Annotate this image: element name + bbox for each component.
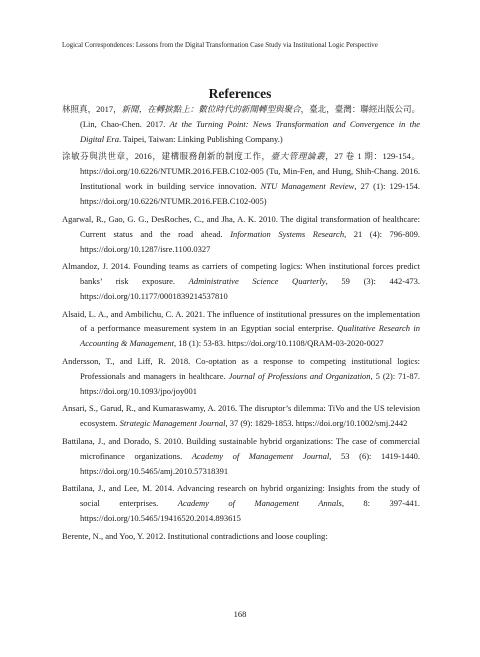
reference-item: Agarwal, R., Gao, G. G., DesRoches, C., and Jha, A. K. 2010. The digital transformation of healthcare: Current status and the road ahead. Information Systems Research, 21 (4): 796-809. https://doi.org/10.1287/isre.1100.0327 bbox=[62, 213, 421, 254]
reference-item: 涂敏芬與洪世章，2016，建構服務創新的制度工作，臺大管理論叢，27 卷 1 期：129-154。https://doi.org/10.6226/NTUMR.2016.FEB.C102-005 (Tu, Min-Fen, and Hung, Shih-Chang. 2016. Institutional work in building service innovation. NTU Management Review, 27 (1): 129-154. https://doi.org/10.6226/NTUMR.2016.FEB.C102-005) bbox=[62, 151, 421, 207]
reference-item: Alsaid, L. A., and Ambilichu, C. A. 2021. The influence of institutional pressures on the implementation of a performance measurement system in an Egyptian social enterprise. Qualitative Research in Accounting & Management, 18 (1): 53-83. https://doi.org/10.1108/QRAM-03-2020-0027 bbox=[62, 308, 420, 349]
reference-item: Battilana, J., and Dorado, S. 2010. Building sustainable hybrid organizations: The case of commercial microfinance organizations. Academy of Management Journal, 53 (6): 1419-1440. https://doi.org/10.5465/amj.2010.57318391 bbox=[62, 435, 420, 476]
section-title: References bbox=[208, 86, 272, 101]
reference-list bbox=[62, 102, 420, 546]
reference-item: 林照真，2017，新聞，在轉捩點上：數位時代的新聞轉型與聚合，臺北，臺灣：聯經出版公司。(Lin, Chao-Chen. 2017. At the Turning Point: News Transformation and Convergence in the Digital Era. Taipei, Taiwan: Linking Publishing Company.) bbox=[62, 104, 420, 144]
reference-item: Battilana, J., and Lee, M. 2014. Advancing research on hybrid organizing: Insights from the study of social enterprises. Academy of Management Annals, 8: 397-441. https://doi.org/10.5465/19416520.2014.893615 bbox=[62, 483, 420, 524]
page-number: 168 bbox=[233, 609, 247, 619]
reference-item: Almandoz, J. 2014. Founding teams as carriers of competing logics: When institutional forces predict banks’ risk exposure. Administrative Science Quarterly, 59 (3): 442-473. https://doi.org/10.1177/0001839214537810 bbox=[62, 261, 420, 301]
reference-item: Andersson, T., and Liff, R. 2018. Co-optation as a response to competing institutional logics: Professionals and managers in healthcare. Journal of Professions and Organization, 5 (2): 71-87. https://doi.org/10.1093/jpo/joy001 bbox=[62, 355, 421, 396]
reference-item: Ansari, S., Garud, R., and Kumaraswamy, A. 2016. The disruptor’s dilemma: TiVo and the US television ecosystem. Strategic Management Journal, 37 (9): 1829-1853. https://doi.org/10.1002/smj.2442 bbox=[62, 403, 420, 429]
reference-item: Berente, N., and Yoo, Y. 2012. Institutional contradictions and loose coupling: bbox=[62, 530, 328, 541]
running-header: Logical Correspondences: Lessons from the Digital Transformation Case Study via Institutional Logic Perspective bbox=[62, 42, 378, 49]
